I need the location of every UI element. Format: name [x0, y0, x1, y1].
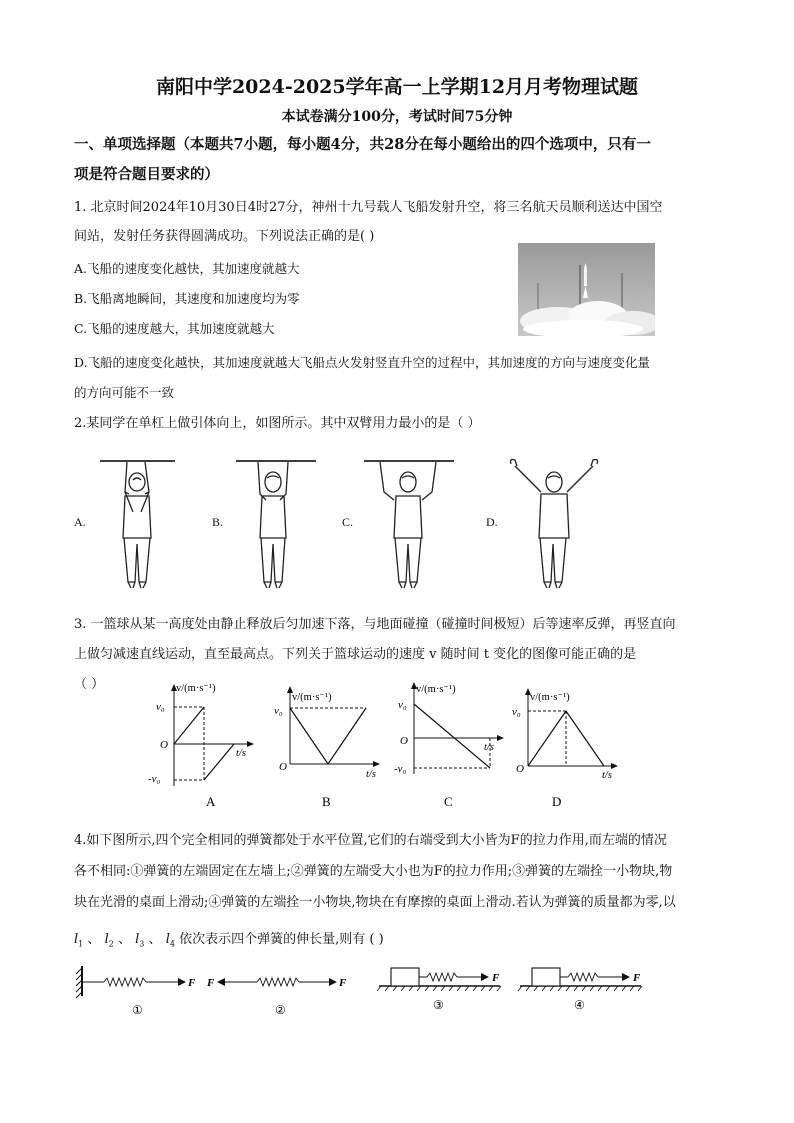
- l3-symbol: l: [135, 932, 140, 947]
- spring-2-force-left: F: [207, 977, 215, 989]
- q4-stem-line4: [74, 930, 384, 955]
- page-title: 南阳中学2024-2025学年高一上学期12月月考物理试题: [155, 76, 639, 98]
- graph-a-neg-v0: -v₀: [148, 773, 161, 785]
- separator-2: 、: [117, 932, 131, 947]
- pullup-figure-a: [95, 452, 185, 592]
- graph-a-v0: v₀: [156, 701, 165, 713]
- q3-stem-line3: （ ）: [74, 677, 105, 692]
- pullup-figure-b: [232, 452, 322, 592]
- pullup-figure-c: [362, 452, 462, 592]
- spring-3-force: F: [492, 972, 500, 984]
- exam-subtitle: 本试卷满分100分，考试时间75分钟: [281, 109, 513, 125]
- section-heading-1: 一、单项选择题（本题共7小题，每小题4分，共28分在每小题给出的四个选项中，只有一: [74, 136, 651, 153]
- spring-2-number: ②: [275, 1003, 286, 1017]
- l1-symbol: l: [74, 932, 79, 947]
- spring-diagram-4: [516, 960, 651, 1020]
- pullup-figure-d: [505, 452, 605, 592]
- graph-a-origin: O: [160, 739, 168, 751]
- separator-1: 、: [87, 932, 101, 947]
- graph-d-yaxis-label: v/(m·s⁻¹): [530, 692, 570, 703]
- graph-c-origin: O: [400, 735, 408, 747]
- rocket-launch-photo: [518, 243, 655, 336]
- q1-stem-line1: 1. 北京时间2024年10月30日4时27分，神州十九号载人飞船发射升空，将三名航天员顺利送达中国空: [74, 200, 663, 215]
- section-heading-2: 项是符合题目要求的）: [74, 166, 219, 183]
- q1-option-a: A.飞船的速度变化越快，其加速度就越大: [74, 261, 300, 276]
- spring-3-number: ③: [433, 998, 444, 1012]
- graph-b-caption: B: [322, 794, 331, 809]
- graph-b-v0: v₀: [274, 705, 283, 717]
- graph-d-v0: v₀: [512, 706, 521, 718]
- graph-d-origin: O: [516, 763, 524, 775]
- q4-stem-line3: 块在光滑的桌面上滑动;④弹簧的左端拴一小物块,物块在有摩擦的桌面上滑动.若认为弹簧的质量都为零,以: [74, 895, 676, 910]
- spring-4-number: ④: [574, 998, 585, 1012]
- spring-diagram-2: [205, 962, 360, 1022]
- l3-subscript: 3: [139, 939, 145, 949]
- q1-option-b: B.飞船离地瞬间，其速度和加速度均为零: [74, 291, 300, 306]
- q2-label-a: A.: [74, 515, 86, 529]
- q1-option-c: C.飞船的速度越大，其加速度就越大: [74, 321, 275, 336]
- graph-d-caption: D: [552, 794, 562, 809]
- q2-label-b: B.: [212, 515, 224, 529]
- q3-stem-line1: 3. 一篮球从某一高度处由静止释放后匀加速下落，与地面碰撞（碰撞时间极短）后等速率反弹，再竖直向: [74, 617, 676, 632]
- graph-b-origin: O: [279, 761, 287, 773]
- graph-c-yaxis-label: v/(m·s⁻¹): [416, 684, 456, 695]
- vt-graph-d: [510, 676, 635, 811]
- spring-1-force: F: [188, 977, 196, 989]
- q3-stem-line2: 上做匀减速直线运动，直至最高点。下列关于篮球运动的速度 v 随时间 t 变化的图像可能正确的是: [74, 647, 637, 662]
- spring-4-force: F: [633, 972, 641, 984]
- l1-subscript: 1: [78, 939, 84, 949]
- graph-c-v0: v₀: [398, 699, 407, 711]
- graph-c-caption: C: [444, 794, 453, 809]
- vt-graph-a: [140, 676, 265, 811]
- graph-b-yaxis-label: v/(m·s⁻¹): [292, 692, 332, 703]
- graph-b-xaxis-label: t/s: [366, 769, 376, 780]
- graph-c-xaxis-label: t/s: [484, 742, 494, 753]
- q2-label-c: C.: [342, 515, 354, 529]
- q1-option-d-line2: 的方向可能不一致: [74, 385, 175, 400]
- l2-symbol: l: [104, 932, 109, 947]
- q1-stem-line2: 间站，发射任务获得圆满成功。下列说法正确的是( ): [74, 229, 375, 244]
- graph-c-neg-v0: -v₀: [394, 763, 407, 775]
- spring-diagram-3: [375, 960, 510, 1020]
- spring-diagram-1: [72, 962, 202, 1022]
- q2-stem: 2.某同学在单杠上做引体向上，如图所示。其中双臂用力最小的是（ ）: [74, 416, 481, 431]
- q4-stem-line4-rest: 依次表示四个弹簧的伸长量,则有 ( ): [179, 932, 384, 947]
- vt-graph-b: [270, 676, 395, 811]
- spring-1-number: ①: [132, 1003, 143, 1017]
- l4-subscript: 4: [169, 939, 175, 949]
- l4-symbol: l: [165, 932, 170, 947]
- graph-d-xaxis-label: t/s: [602, 770, 612, 781]
- graph-a-yaxis-label: v/(m·s⁻¹): [176, 683, 216, 694]
- vt-graph-c: [392, 676, 517, 811]
- spring-2-force-right: F: [339, 977, 347, 989]
- separator-3: 、: [148, 932, 162, 947]
- q4-stem-line1: 4.如下图所示,四个完全相同的弹簧都处于水平位置,它们的右端受到大小皆为F的拉力作用,而左端的情况: [74, 833, 667, 848]
- q2-label-d: D.: [486, 515, 498, 529]
- q1-option-d-line1: D.飞船的速度变化越快，其加速度就越大飞船点火发射竖直升空的过程中，其加速度的方向与速度变化量: [74, 355, 651, 370]
- q4-stem-line2: 各不相同:①弹簧的左端固定在左墙上;②弹簧的左端受大小也为F的拉力作用;③弹簧的左端拴一小物块,物: [74, 864, 673, 879]
- graph-a-xaxis-label: t/s: [236, 748, 246, 759]
- graph-a-caption: A: [206, 794, 216, 809]
- l2-subscript: 2: [108, 939, 114, 949]
